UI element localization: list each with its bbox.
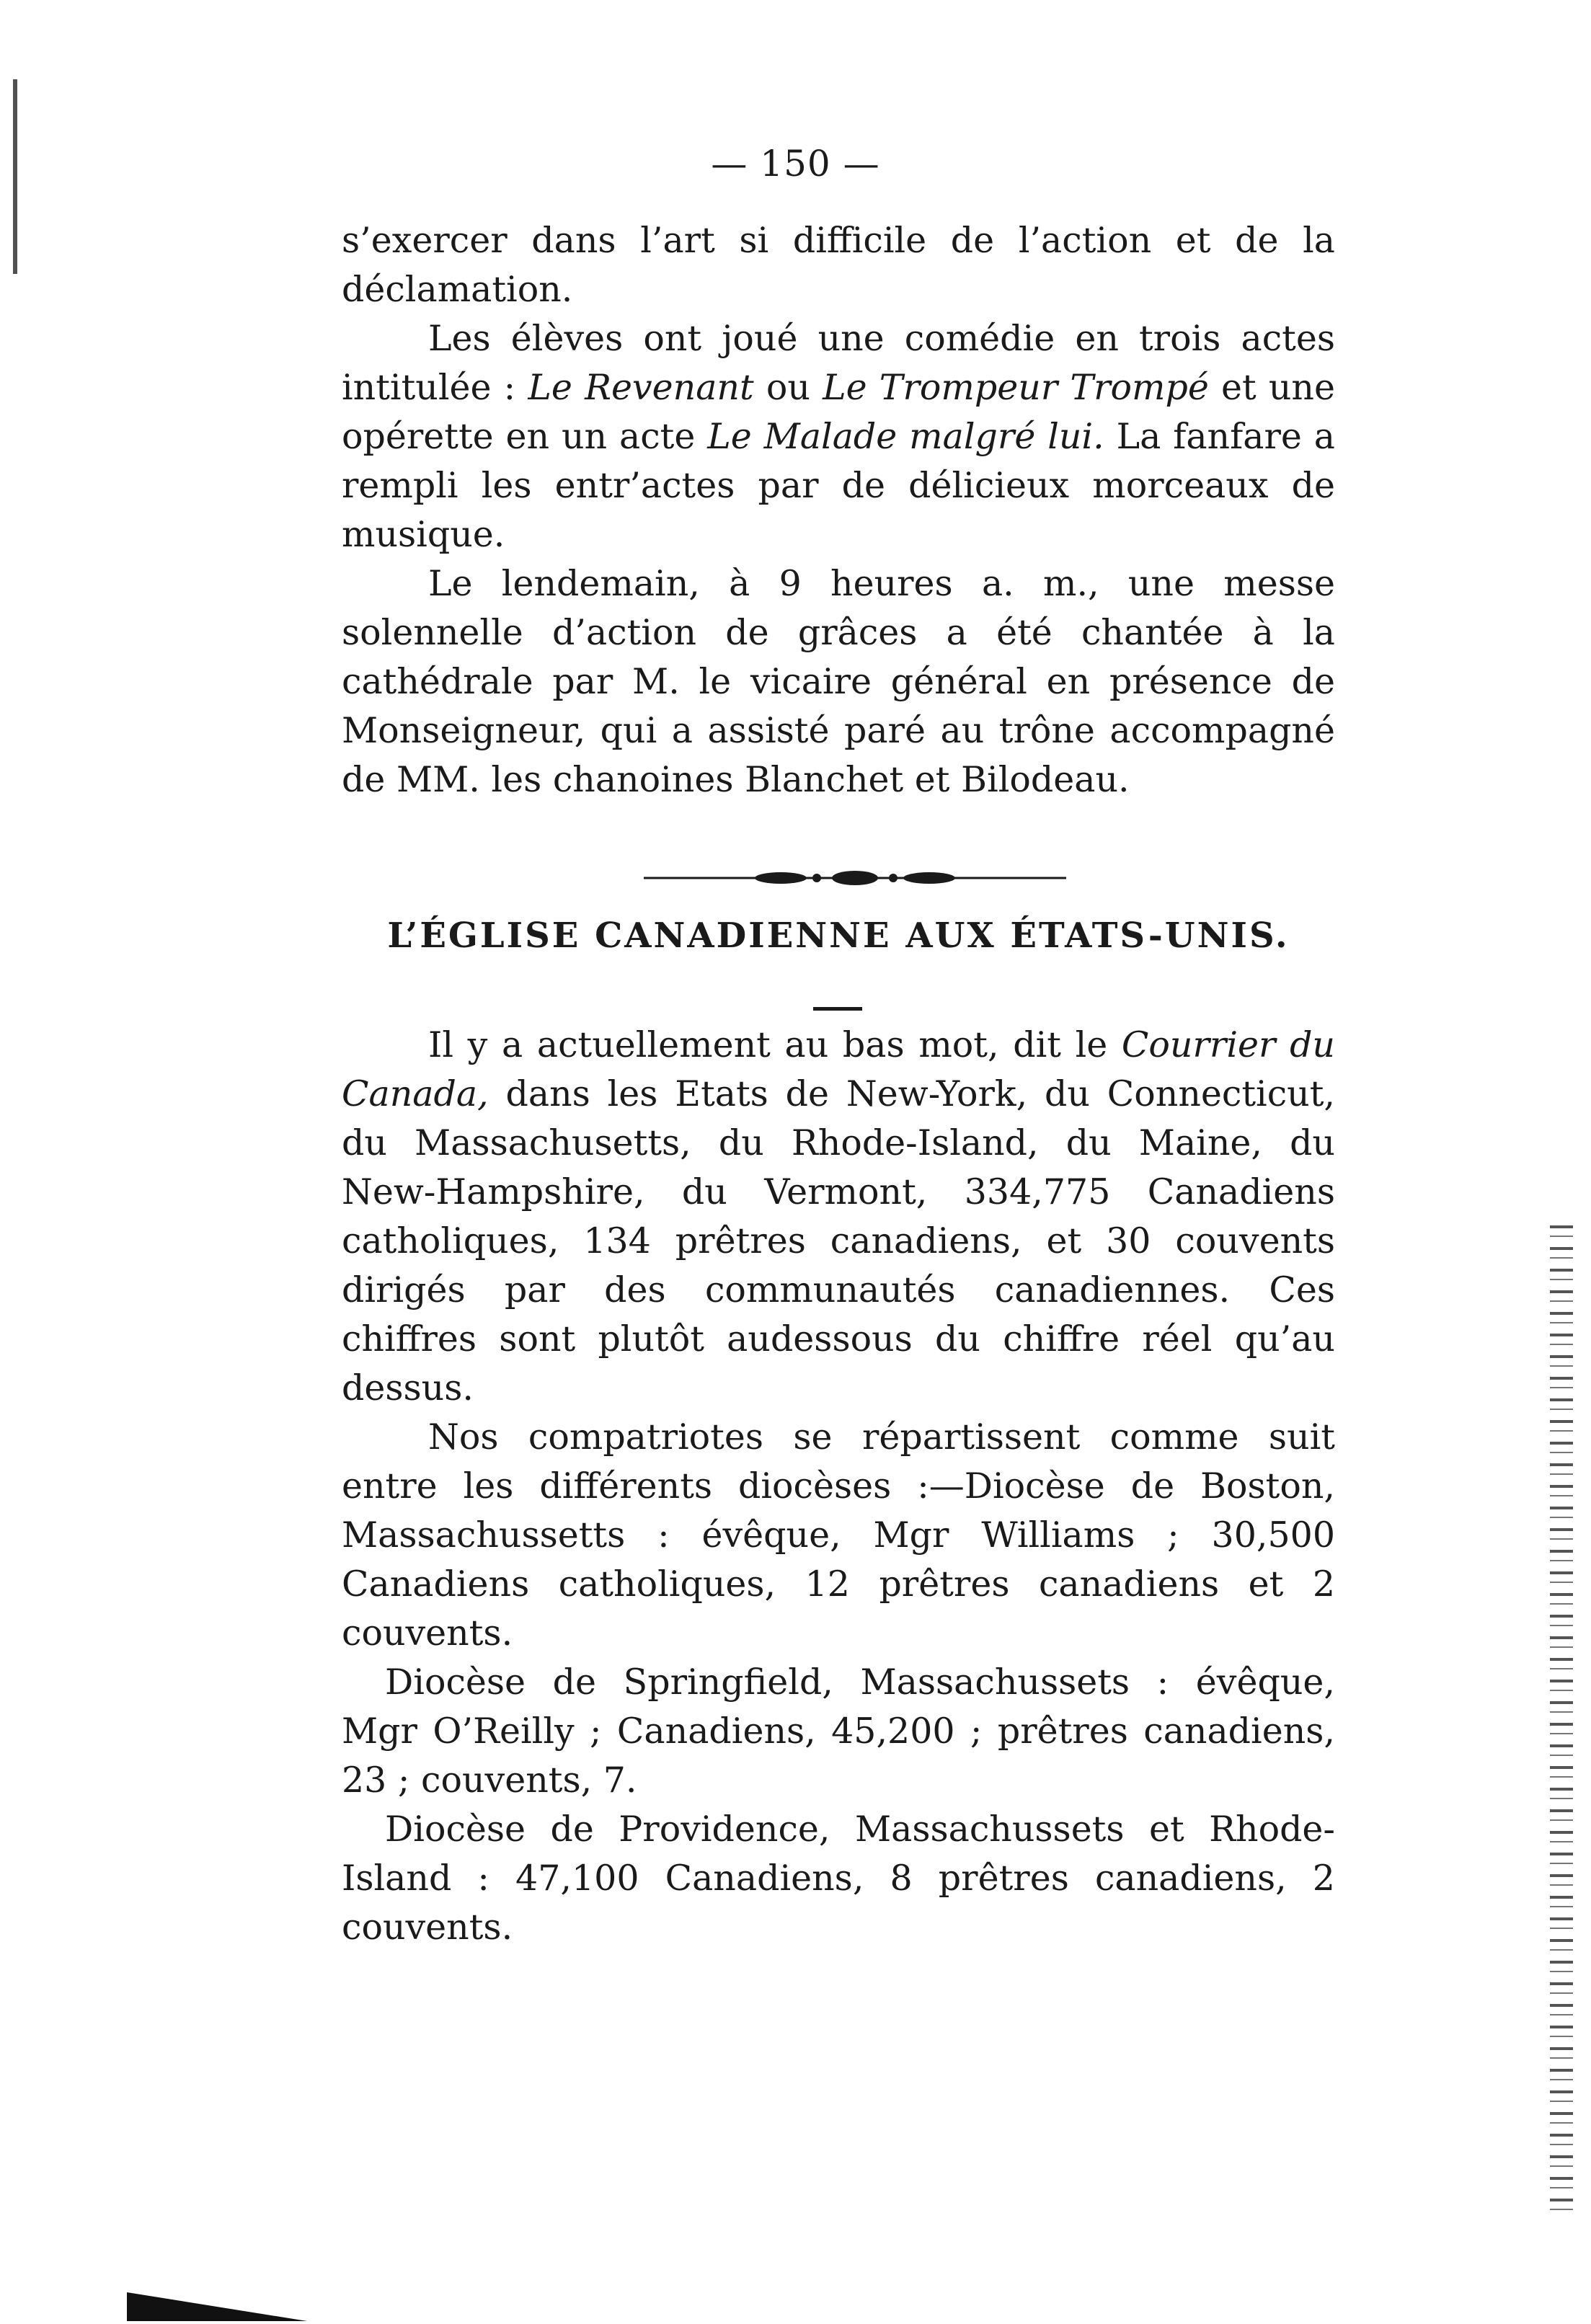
paragraph-lendemain: Le lendemain, à 9 heures a. m., une messe solennelle d’action de grâces a été chantée à la cathédrale par M. le vicaire général en présence de Monseigneur, qui a assisté paré au trône accompagné de MM. les chanoines Blanchet et Bilodeau.: [342, 563, 1335, 800]
paragraph-declamation: s’exercer dans l’art si difficile de l’action et de la déclamation.: [342, 220, 1335, 310]
title-trompeur: Le Trompeur Trompé: [823, 367, 1209, 408]
text-block-top: [342, 216, 1335, 804]
scan-binding-edge: [1550, 1225, 1573, 2220]
connector-ou: ou: [753, 367, 823, 408]
paragraph-comedie-mid: et une opérette en un acte: [342, 367, 1335, 457]
paragraph-statistics: [342, 1021, 1335, 1413]
paragraph-statistics-end: dans les Etats de New-York, du Connecticut, du Massachusetts, du Rhode-Island, du Maine, du New-Hampshire, du Vermont, 334,775 Canadiens catholiques, 134 prêtres canadiens, et 30 couvents dirigés par des communautés canadiennes. Ces chiffres sont plutôt audessous du chiffre réel qu’au dessus.: [342, 1073, 1335, 1409]
scan-smudge: [127, 2271, 307, 2321]
paragraph-providence: Diocèse de Providence, Massachussets et Rhode-Island : 47,100 Canadiens, 8 prêtres canadiens, 2 couvents.: [342, 1809, 1335, 1948]
ornament-divider: [644, 864, 1066, 892]
source-courrier: Courrier du Canada,: [342, 1024, 1335, 1114]
paragraph-comedie-end: La fanfare a rempli les entr’actes par de délicieux morceaux de musique.: [342, 416, 1335, 555]
paragraph-boston: Nos compatriotes se répartissent comme suit entre les différents diocèses :—Diocèse de Boston, Massachussetts : évêque, Mgr Williams ; 30,500 Canadiens catholiques, 12 prêtres canadiens et 2 couvents.: [342, 1416, 1335, 1654]
paragraph-comedie-start: Les élèves ont joué une comédie en trois actes intitulée :: [342, 318, 1335, 408]
title-malade: Le Malade malgré lui.: [707, 416, 1104, 457]
text-block-bottom: [342, 1021, 1335, 1952]
page-number: — 150 —: [711, 143, 880, 185]
paragraph-springfield: Diocèse de Springfield, Massachussets : évêque, Mgr O’Reilly ; Canadiens, 45,200 ; prêtres canadiens, 23 ; couvents, 7.: [342, 1662, 1335, 1801]
section-heading: L’ÉGLISE CANADIENNE AUX ÉTATS-UNIS.: [387, 915, 1290, 956]
heading-dash: [813, 1007, 862, 1011]
paragraph-statistics-start: Il y a actuellement au bas mot, dit le: [428, 1024, 1122, 1065]
paragraph-comedie: [342, 314, 1335, 559]
title-revenant: Le Revenant: [528, 367, 754, 408]
